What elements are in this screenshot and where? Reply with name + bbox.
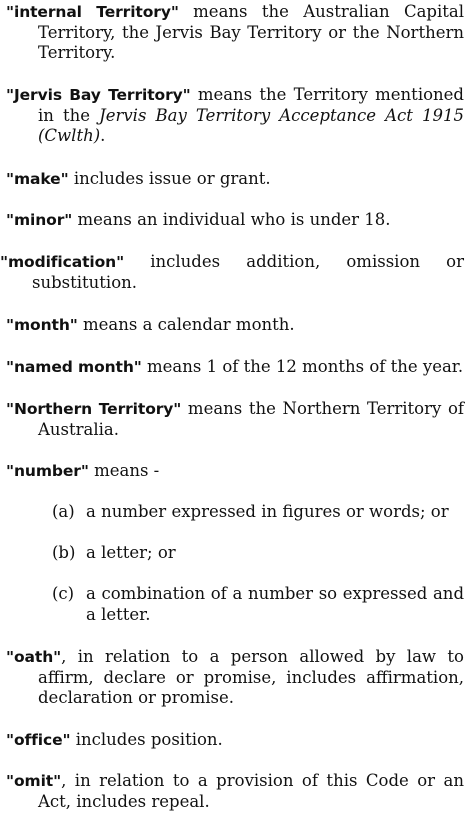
definition-named-month — [6, 357, 464, 378]
defined-term: "minor" — [6, 211, 73, 229]
paragraph-label: (b) — [52, 543, 76, 562]
definition-office — [6, 730, 464, 751]
definition-text: includes addition, omission or substitution. — [32, 252, 464, 292]
definition-text: means an individual who is under 18. — [72, 210, 391, 229]
definition-jervis-bay-territory — [6, 85, 464, 147]
defined-term: "oath" — [6, 648, 62, 666]
act-title: Jervis Bay Territory Acceptance Act 1915 (Cwlth) — [38, 105, 464, 145]
paragraph-text: a number expressed in figures or words; or — [86, 502, 449, 521]
definition-omit — [6, 771, 464, 812]
paragraph-text: a letter; or — [86, 543, 176, 562]
defined-term: "make" — [6, 170, 69, 188]
definition-oath — [6, 647, 464, 709]
paragraph-text: a combination of a number so expressed and a letter. — [86, 584, 464, 624]
definition-text: means the Northern Territory of Australia. — [38, 399, 464, 439]
defined-term: "omit" — [6, 772, 62, 790]
paragraph-label: (a) — [52, 502, 75, 521]
number-paragraph-b — [52, 543, 464, 564]
defined-term: "month" — [6, 316, 78, 334]
definition-number — [6, 461, 464, 482]
definition-text: includes issue or grant. — [68, 169, 271, 188]
definition-northern-territory — [6, 399, 464, 440]
number-paragraph-c — [52, 584, 464, 625]
defined-term: "internal Territory" — [6, 3, 179, 21]
defined-term: "modification" — [0, 253, 125, 271]
definition-text: means the Territory mentioned in the — [38, 85, 464, 125]
definition-modification — [0, 252, 464, 293]
definition-text: means a calendar month. — [77, 315, 295, 334]
number-paragraph-a — [52, 502, 464, 523]
definition-text: , in relation to a provision of this Code or an Act, includes repeal. — [38, 771, 464, 811]
definition-text: , in relation to a person allowed by law to affirm, declare or promise, includes affirmation, declaration or promise. — [38, 647, 464, 707]
defined-term: "Jervis Bay Territory" — [6, 86, 191, 104]
definition-month — [6, 315, 464, 336]
definition-text: means the Australian Capital Territory, the Jervis Bay Territory or the Northern Territory. — [38, 2, 464, 62]
defined-term: "number" — [6, 462, 89, 480]
definition-text: means - — [88, 461, 160, 480]
definition-make — [6, 169, 464, 190]
definition-internal-territory — [6, 2, 464, 64]
definition-text: includes position. — [70, 730, 223, 749]
definition-minor — [6, 210, 464, 231]
defined-term: "Northern Territory" — [6, 400, 182, 418]
defined-term: "named month" — [6, 358, 142, 376]
defined-term: "office" — [6, 731, 71, 749]
paragraph-label: (c) — [52, 584, 75, 603]
definition-text-end: . — [100, 126, 106, 145]
definition-text: means 1 of the 12 months of the year. — [141, 357, 464, 376]
